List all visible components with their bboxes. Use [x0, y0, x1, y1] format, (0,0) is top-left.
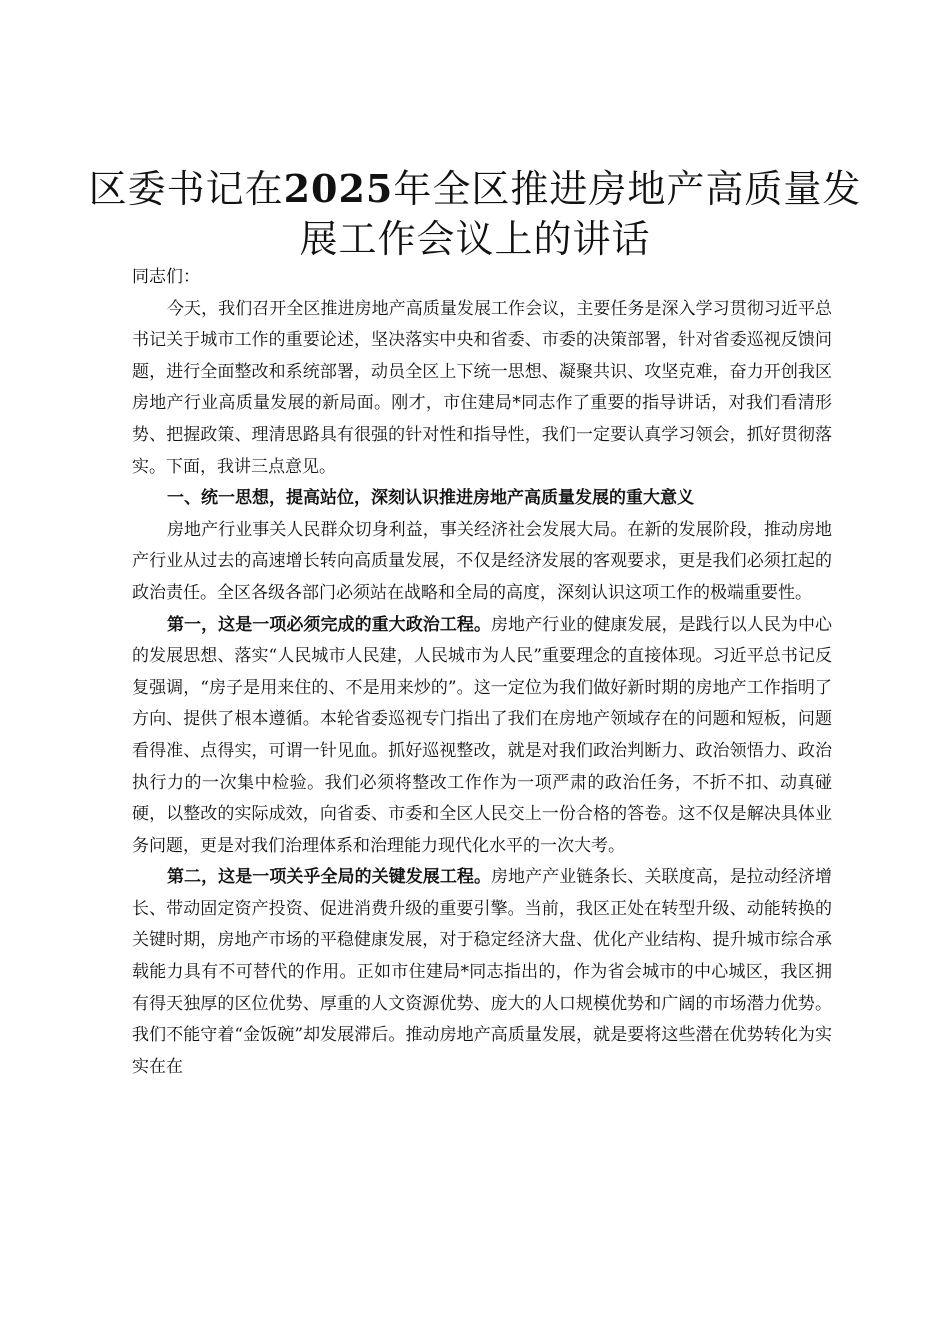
paragraph — [132, 862, 832, 1083]
title-year: 2025 — [283, 166, 394, 211]
paragraph — [132, 610, 832, 863]
section-heading: 一、统一思想，提高站位，深刻认识推进房地产高质量发展的重大意义 — [167, 488, 694, 509]
title-part-1: 区委书记在 — [88, 167, 284, 211]
greeting: 同志们： — [132, 267, 200, 287]
paragraph: 房地产行业事关人民群众切身利益，事关经济社会发展大局。在新的发展阶段，推动房地产行业从过去的高速增长转向高质量发展，不仅是经济发展的客观要求，更是我们必须扛起的政治责任。全区各级各部门必须站在战略和全局的高度，深刻认识这项工作的极端重要性。 — [132, 519, 832, 603]
paragraph-text: 房地产产业链条长、关联度高，是拉动经济增长、带动固定资产投资、促进消费升级的重要引擎。当前，我区正处在转型升级、动能转换的关键时期，房地产市场的平稳健康发展，对于稳定经济大盘、优化产业结构、提升城市综合承载能力具有不可替代的作用。正如市住建局*同志指出的，作为省会城市的中心城区，我区拥有得天独厚的区位优势、厚重的人文资源优势、庞大的人口规模优势和广阔的市场潜力优势。我们不能守着“金饭碗”却发展滞后。推动房地产高质量发展，就是要将这些潜在优势转化为实实在在 — [132, 867, 832, 1077]
paragraph-lead: 第一，这是一项必须完成的重大政治工程。 — [167, 614, 491, 635]
paragraph-lead: 第二，这是一项关乎全局的关键发展工程。 — [167, 867, 491, 888]
title-part-2: 年全区推进房地产高质量发展工作会议上的讲话 — [299, 167, 862, 261]
document-title — [80, 164, 870, 264]
document-body — [132, 262, 832, 1083]
paragraph-text: 房地产行业的健康发展，是践行以人民为中心的发展思想、落实“人民城市人民建，人民城市为人民”重要理念的直接体现。习近平总书记反复强调，“房子是用来住的、不是用来炒的”。这一定位为我们做好新时期的房地产工作指明了方向、提供了根本遵循。本轮省委巡视专门指出了我们在房地产领域存在的问题和短板，问题看得准、点得实，可谓一针见血。抓好巡视整改，就是对我们政治判断力、政治领悟力、政治执行力的一次集中检验。我们必须将整改工作作为一项严肃的政治任务，不折不扣、动真碰硬，以整改的实际成效，向省委、市委和全区人民交上一份合格的答卷。这不仅是解决具体业务问题，更是对我们治理体系和治理能力现代化水平的一次大考。 — [132, 614, 832, 856]
paragraph: 今天，我们召开全区推进房地产高质量发展工作会议，主要任务是深入学习贯彻习近平总书记关于城市工作的重要论述，坚决落实中央和省委、市委的决策部署，针对省委巡视反馈问题，进行全面整改和系统部署，动员全区上下统一思想、凝聚共识、攻坚克难，奋力开创我区房地产行业高质量发展的新局面。刚才，市住建局*同志作了重要的指导讲话，对我们看清形势、把握政策、理清思路具有很强的针对性和指导性，我们一定要认真学习领会，抓好贯彻落实。下面，我讲三点意见。 — [132, 298, 832, 477]
